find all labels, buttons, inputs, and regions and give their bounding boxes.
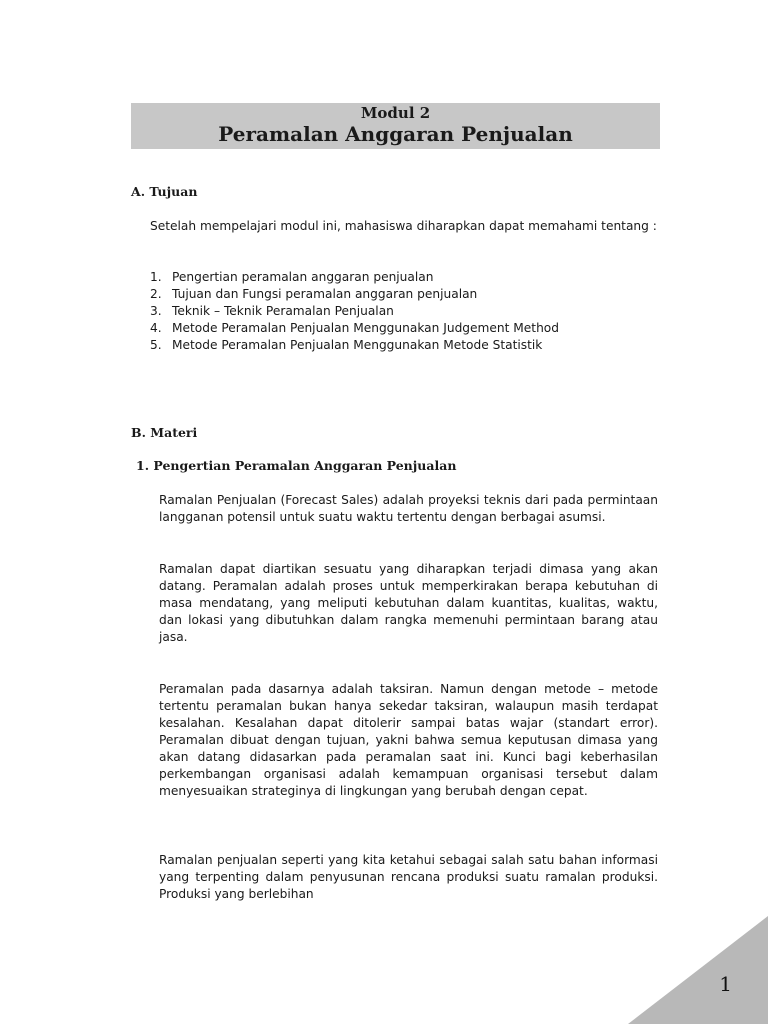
paragraph-text: Ramalan dapat diartikan sesuatu yang diharapkan terjadi dimasa yang akan datang. Peramalan adalah proses untuk memperkirakan berapa kebutuhan di masa mendatang, yang meliputi kebutuhan dalam kuantitas, kualitas, waktu, dan lokasi yang dibutuhkan dalam rangka memenuhi permintaan barang atau jasa.: [159, 562, 658, 644]
module-number: Modul 2: [360, 104, 431, 122]
list-item-number: 4.: [150, 321, 162, 335]
list-item-text: Tujuan dan Fungsi peramalan anggaran penjualan: [172, 287, 478, 301]
paragraph: [159, 492, 658, 526]
paragraph-text: Ramalan penjualan seperti yang kita ketahui sebagai salah satu bahan informasi yang terpenting dalam penyusunan rencana produksi suatu ramalan produksi. Produksi yang berlebihan: [159, 853, 658, 901]
list-item: [150, 269, 658, 286]
list-item-text: Metode Peramalan Penjualan Menggunakan Metode Statistik: [172, 338, 543, 352]
page-number: 1: [719, 972, 732, 996]
list-item-text: Pengertian peramalan anggaran penjualan: [172, 270, 434, 284]
subsection-heading: 1. Pengertian Peramalan Anggaran Penjualan: [136, 458, 457, 473]
list-item: [150, 337, 658, 354]
list-item: [150, 303, 658, 320]
intro-text: Setelah mempelajari modul ini, mahasiswa diharapkan dapat memahami tentang :: [150, 219, 657, 233]
list-item-number: 2.: [150, 287, 162, 301]
paragraph: [159, 561, 658, 646]
list-item-number: 3.: [150, 304, 162, 318]
paragraph: [159, 681, 658, 800]
list-item-text: Teknik – Teknik Peramalan Penjualan: [172, 304, 394, 318]
list-item: [150, 320, 658, 337]
list-item: [150, 286, 658, 303]
paragraph-text: Peramalan pada dasarnya adalah taksiran. Namun dengan metode – metode tertentu peramalan bukan hanya sekedar taksiran, walaupun masih terdapat kesalahan. Kesalahan dapat ditolerir sampai batas wajar (standart error). Peramalan dibuat dengan tujuan, yakni bahwa semua keputusan dimasa yang akan datang didasarkan pada peramalan saat ini. Kunci bagi keberhasilan perkembangan organisasi adalah kemampuan organisasi tersebut dalam menyesuaikan strateginya di lingkungan yang berubah dengan cepat.: [159, 682, 658, 798]
paragraph: [159, 852, 658, 903]
page-corner-decoration: [628, 916, 768, 1024]
list-item-number: 1.: [150, 270, 162, 284]
module-title-box: [131, 103, 660, 149]
page-title: Peramalan Anggaran Penjualan: [218, 122, 573, 146]
section-a-heading: A. Tujuan: [131, 184, 198, 199]
list-item-text: Metode Peramalan Penjualan Menggunakan Judgement Method: [172, 321, 559, 335]
list-item-number: 5.: [150, 338, 162, 352]
paragraph-text: Ramalan Penjualan (Forecast Sales) adalah proyeksi teknis dari pada permintaan langganan potensil untuk suatu waktu tertentu dengan berbagai asumsi.: [159, 493, 658, 524]
objectives-list: [150, 269, 658, 354]
section-a-intro: [150, 218, 658, 235]
section-b-heading: B. Materi: [131, 425, 198, 440]
